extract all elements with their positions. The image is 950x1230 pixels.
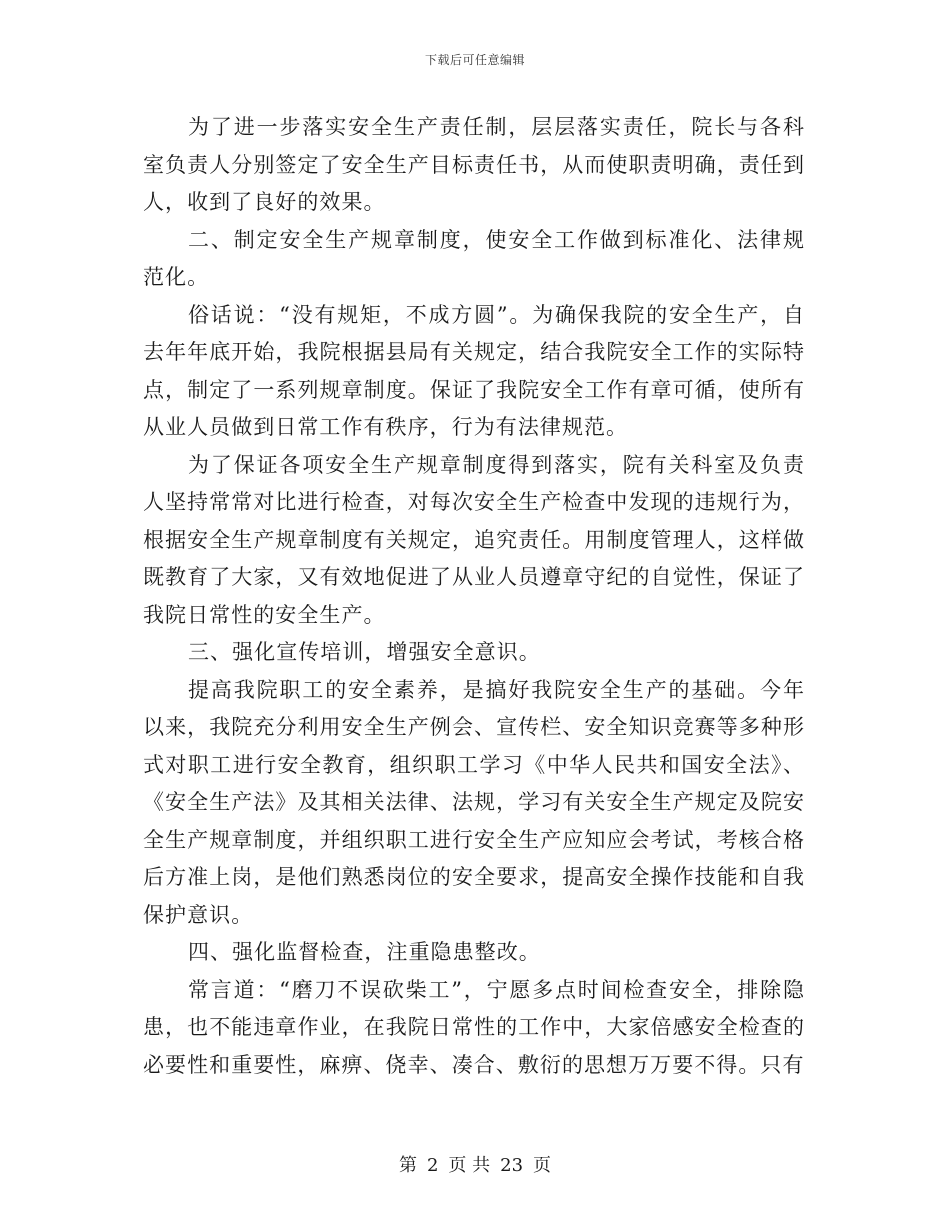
- section-heading-training: 三、强化宣传培训，增强安全意识。: [188, 640, 541, 664]
- paragraph-regulations: 俗话说：“没有规矩，不成方圆”。为确保我院的安全生产，自去年年底开始，我院根据县局有关规定，结合我院安全工作的实际特点，制定了一系列规章制度。保证了我院安全工作有章可循，使所有从业人员做到日常工作有秩序，行为有法律规范。: [143, 302, 805, 439]
- paragraph-responsibility: 为了进一步落实安全生产责任制，层层落实责任，院长与各科室负责人分别签定了安全生产目标责任书，从而使职责明确，责任到人，收到了良好的效果。: [143, 115, 805, 214]
- total-page-count: 23: [500, 1155, 524, 1176]
- footer-middle: 页 共: [448, 1155, 491, 1176]
- section-heading-inspection: 四、强化监督检查，注重隐患整改。: [188, 940, 541, 964]
- paragraph-inspection: 常言道：“磨刀不误砍柴工”，宁愿多点时间检查安全，排除隐患，也不能违章作业，在我院日常性的工作中，大家倍感安全检查的必要性和重要性，麻痹、侥幸、凑合、敷衍的思想万万要不得。只有: [143, 977, 805, 1077]
- document-body: [143, 109, 805, 1084]
- footer-suffix: 页: [533, 1155, 552, 1176]
- current-page-number: 2: [426, 1155, 439, 1176]
- paragraph-training: 提高我院职工的安全素养，是搞好我院安全生产的基础。今年以来，我院充分利用安全生产例会、宣传栏、安全知识竞赛等多种形式对职工进行安全教育，组织职工学习《中华人民共和国安全法》、《安全生产法》及其相关法律、法规，学习有关安全生产规定及院安全生产规章制度，并组织职工进行安全生产应知应会考试，考核合格后方准上岗，是他们熟悉岗位的安全要求，提高安全操作技能和自我保护意识。: [143, 677, 805, 927]
- page-header: 下载后可任意编辑: [424, 53, 525, 67]
- footer-prefix: 第: [398, 1155, 417, 1176]
- paragraph-enforcement: 为了保证各项安全生产规章制度得到落实，院有关科室及负责人坚持常常对比进行检查，对每次安全生产检查中发现的违规行为，根据安全生产规章制度有关规定，追究责任。用制度管理人，这样做既教育了大家，又有效地促进了从业人员遵章守纪的自觉性，保证了我院日常性的安全生产。: [143, 452, 805, 627]
- section-heading-regulations: 二、制定安全生产规章制度，使安全工作做到标准化、法律规范化。: [143, 227, 805, 289]
- page-footer: [0, 1151, 950, 1177]
